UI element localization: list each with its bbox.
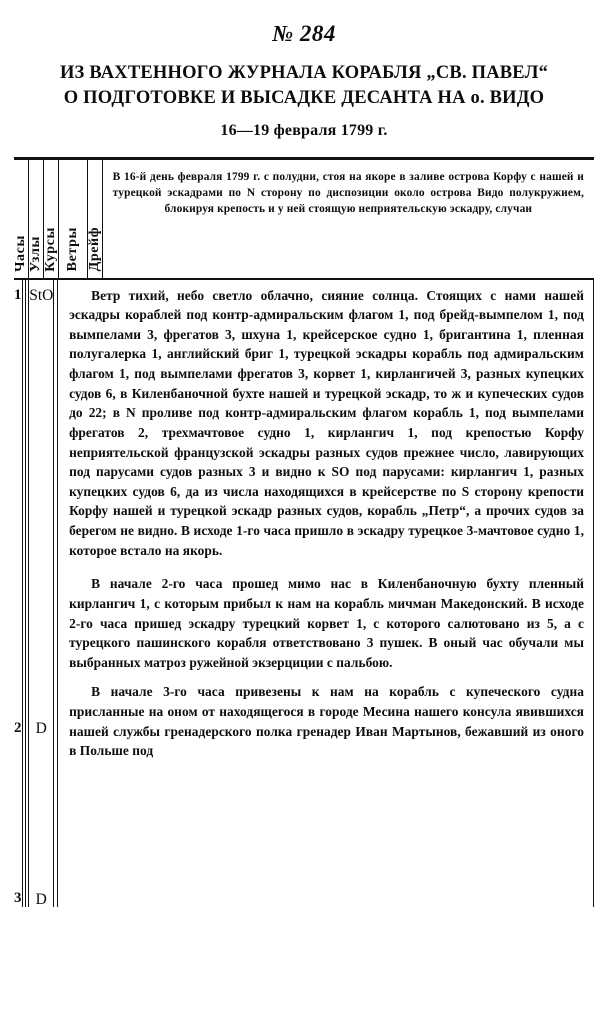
cell-knots-1: [23, 280, 26, 288]
notes-entry-hour-2: В начале 2-го часа прошед мимо нас в Киленбаночную бухту пленный кирлангич 1, с которым прибыл к нам на корабль мичман Македонский. В исходе 2-го часа пришед эскадру турецкий корвет 1, с которого салютовано из 5, а с турецкого пашинского корабля ответствовано 3 пушек. В оный час обучали мы выбранных матроз ружейной экзерциции с пальбою.: [69, 576, 584, 670]
document-page: [0, 22, 608, 1022]
title-block: [14, 61, 594, 140]
notes-intro-text: В 16-й день февраля 1799 г. с полудни, стоя на якоре в заливе острова Корфу с нашей и турецкой эскадрами по N сторону по диспозиции около острова Видо полукружием, блокируя крепость и у ней стоящую неприятельскую эскадру, случаи: [112, 170, 584, 215]
column-header-winds-label: Ветры: [64, 227, 80, 272]
table-header-row: [14, 160, 594, 280]
column-header-courses: [44, 160, 59, 278]
cell-drift-1: [54, 280, 57, 288]
cell-hour-3: 3: [14, 889, 22, 906]
column-header-winds: [59, 160, 88, 278]
logbook-table: [14, 157, 594, 908]
document-date-line: 16—19 февраля 1799 г.: [220, 121, 388, 139]
cell-hour-1: 1: [14, 286, 22, 303]
table-body: [14, 280, 594, 908]
column-header-notes: [103, 160, 594, 278]
document-title-line-2: О ПОДГОТОВКЕ И ВЫСАДКЕ ДЕСАНТА НА о. ВИДО: [63, 87, 545, 108]
cell-course-1: [26, 280, 28, 288]
column-header-drift-label: Дрейф: [86, 227, 102, 272]
document-number: № 284: [272, 21, 336, 46]
cell-wind-2: D: [35, 720, 47, 738]
notes-entry-hour-3: В начале 3-го часа привезены к нам на корабль с купеческого судна присланные на оном от находящегося в городе Месина нашего консула явившихся нашей службы гренадерского полка гренадер Иван Мартынов, бежавший из оного в Польше под: [69, 684, 584, 759]
cell-wind-1: StO: [29, 286, 54, 304]
table-column-notes: [58, 280, 594, 908]
notes-entry-hour-1: Ветр тихий, небо светло облачно, сияние солнца. Стоящих с нами нашей эскадры кораблей под контр-адмиральским флагом 1, под брейд-вымпелом 1, под вымпелами 3, фрегатов 3, шхуна 1, крейсерское судно 1, бригантина 1, пленная полугалерка 1, английский бриг 1, турецкой эскадры корабль под адмиральским флагом 1, под вымпелами фрегатов 3, корвет 1, кирлангичей 3, разных купецких судов 6, в Киленбаночной бухте нашей и турецкой эскадр, то ж и купеческих судов до 22; в N проливе под контр-адмиральским флагом корабль 1, под вымпелами фрегатов 2, трехмачтовое судно 1, кирлангич 1, под крепостью Корфу неприятельской французской эскадры разных судов прежнее число, лавирующих под парусами судов разных 3 и видно к SO под парусами: кирлангич 1, разных купецких судов 6, да из числа находящихся в крейсерстве по S сторону крепости Корфу нашей и турецкой эскадр разных судов, корабль „Петр“, а прочих судов за берегом не видно. В исходе 1-го часа пришло в эскадру турецкое 3-мачтовое судно 1, которое встало на якорь.: [69, 287, 584, 558]
cell-wind-3: D: [35, 890, 47, 908]
table-column-hours: [14, 280, 23, 908]
column-header-hours: [14, 160, 29, 278]
column-header-knots: [29, 160, 44, 278]
column-header-knots-label: Узлы: [28, 235, 43, 272]
column-header-courses-label: Курсы: [43, 226, 58, 272]
document-title-line-1: ИЗ ВАХТЕННОГО ЖУРНАЛА КОРАБЛЯ „СВ. ПАВЕЛ“: [59, 63, 549, 83]
column-header-drift: [88, 160, 103, 278]
table-column-winds: [29, 280, 54, 908]
column-header-hours-label: Часы: [13, 234, 28, 272]
cell-hour-2: 2: [14, 719, 22, 736]
